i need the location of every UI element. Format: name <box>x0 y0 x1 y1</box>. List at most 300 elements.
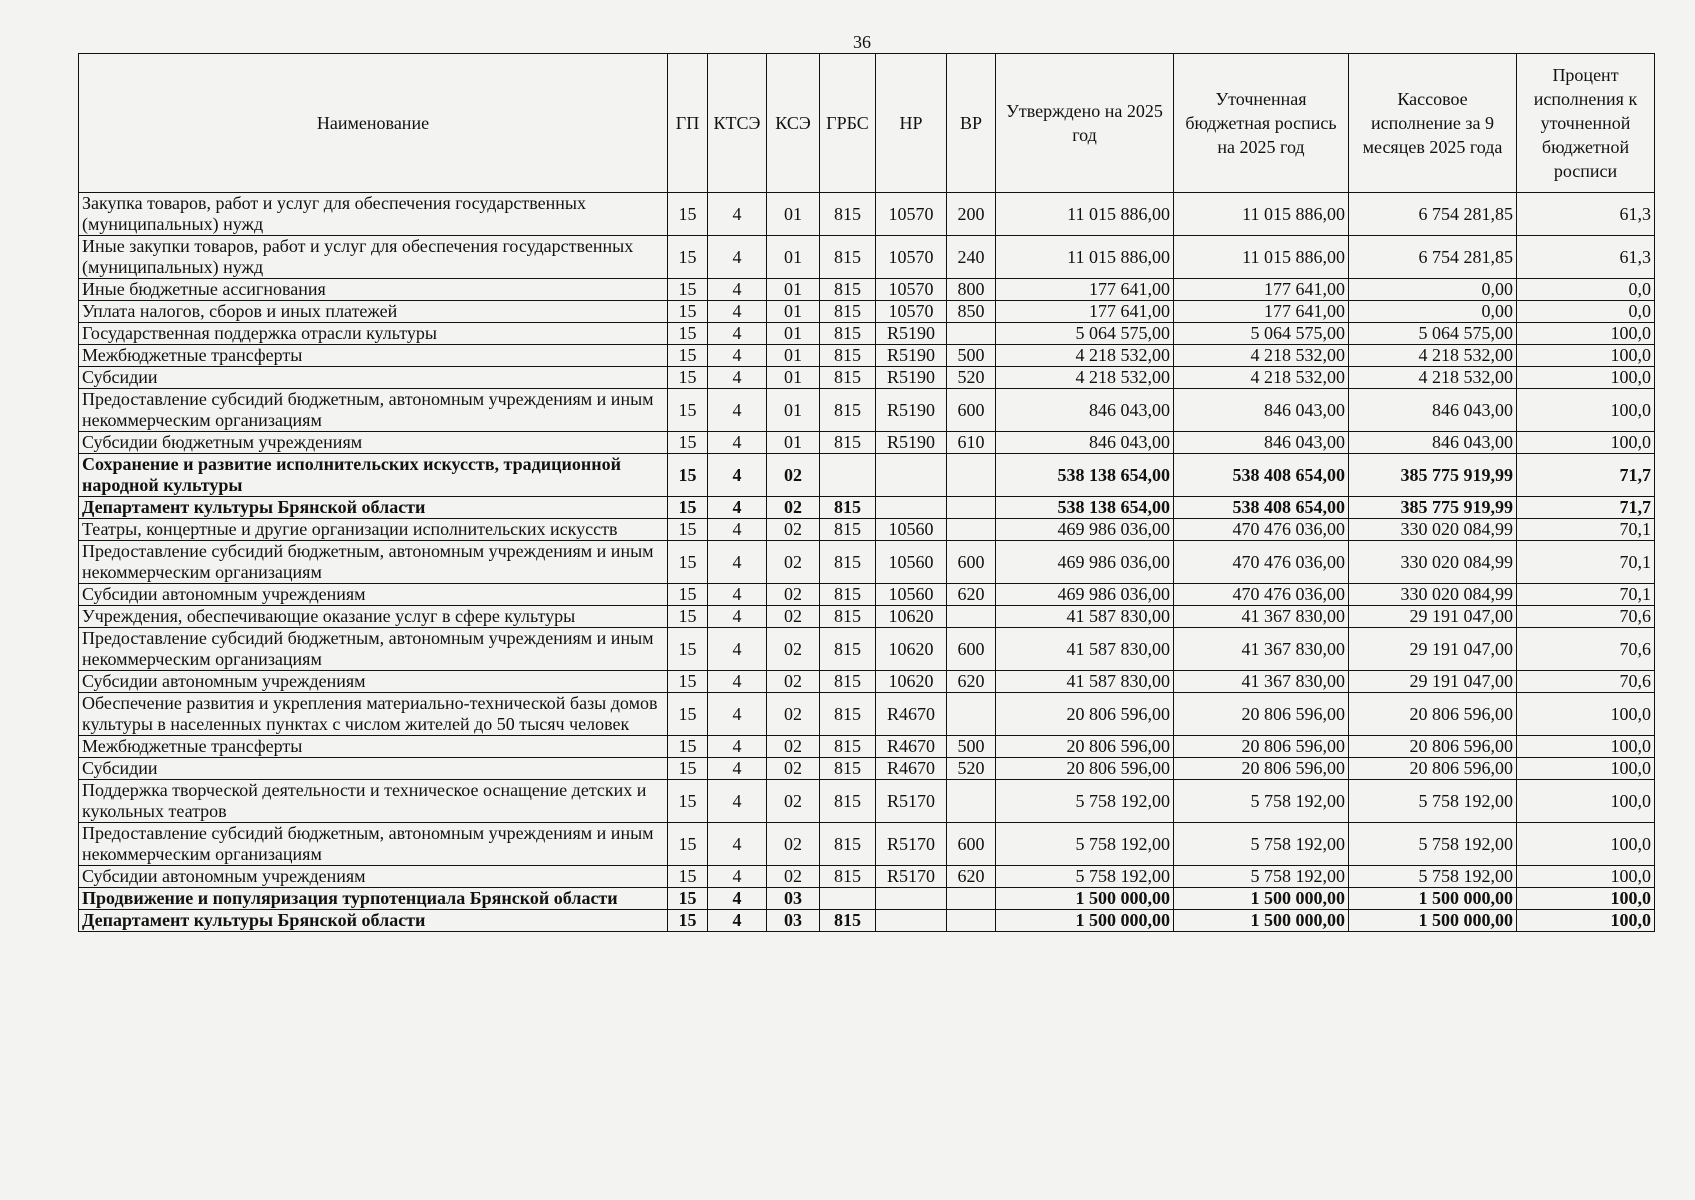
cell-grbs: 815 <box>820 345 876 367</box>
cell-approved: 538 138 654,00 <box>996 454 1174 497</box>
cell-ktse: 4 <box>708 780 767 823</box>
cell-approved: 846 043,00 <box>996 432 1174 454</box>
cell-vr: 610 <box>947 432 996 454</box>
cell-refined: 177 641,00 <box>1174 279 1349 301</box>
budget-table <box>78 53 1655 932</box>
cell-grbs: 815 <box>820 584 876 606</box>
table-row <box>79 693 1655 736</box>
cell-ktse: 4 <box>708 628 767 671</box>
cell-cash: 29 191 047,00 <box>1349 606 1517 628</box>
cell-name: Субсидии <box>79 758 668 780</box>
cell-percent: 0,0 <box>1517 301 1655 323</box>
table-row <box>79 823 1655 866</box>
cell-vr <box>947 497 996 519</box>
cell-ktse: 4 <box>708 519 767 541</box>
cell-name: Субсидии бюджетным учреждениям <box>79 432 668 454</box>
table-row <box>79 367 1655 389</box>
cell-ktse: 4 <box>708 454 767 497</box>
table-row <box>79 454 1655 497</box>
cell-grbs: 815 <box>820 780 876 823</box>
table-row <box>79 323 1655 345</box>
cell-vr <box>947 693 996 736</box>
cell-gp: 15 <box>668 432 708 454</box>
table-row <box>79 780 1655 823</box>
cell-percent: 61,3 <box>1517 236 1655 279</box>
cell-grbs: 815 <box>820 432 876 454</box>
cell-ktse: 4 <box>708 193 767 236</box>
cell-name: Департамент культуры Брянской области <box>79 910 668 932</box>
cell-ktse: 4 <box>708 279 767 301</box>
cell-gp: 15 <box>668 541 708 584</box>
cell-cash: 330 020 084,99 <box>1349 519 1517 541</box>
cell-ktse: 4 <box>708 497 767 519</box>
cell-ktse: 4 <box>708 910 767 932</box>
cell-grbs: 815 <box>820 323 876 345</box>
col-header-cash: Кассовое исполнение за 9 месяцев 2025 года <box>1349 54 1517 193</box>
cell-gp: 15 <box>668 519 708 541</box>
cell-name: Межбюджетные трансферты <box>79 736 668 758</box>
cell-grbs: 815 <box>820 628 876 671</box>
cell-name: Субсидии <box>79 367 668 389</box>
cell-refined: 5 064 575,00 <box>1174 323 1349 345</box>
cell-gp: 15 <box>668 671 708 693</box>
cell-approved: 20 806 596,00 <box>996 736 1174 758</box>
cell-gp: 15 <box>668 736 708 758</box>
cell-approved: 177 641,00 <box>996 301 1174 323</box>
cell-percent: 100,0 <box>1517 758 1655 780</box>
cell-gp: 15 <box>668 758 708 780</box>
cell-name: Иные закупки товаров, работ и услуг для обеспечения государственных (муниципальных) нужд <box>79 236 668 279</box>
cell-percent: 100,0 <box>1517 323 1655 345</box>
cell-name: Государственная поддержка отрасли культуры <box>79 323 668 345</box>
cell-grbs: 815 <box>820 910 876 932</box>
cell-approved: 5 758 192,00 <box>996 866 1174 888</box>
cell-ktse: 4 <box>708 736 767 758</box>
cell-name: Субсидии автономным учреждениям <box>79 671 668 693</box>
table-row <box>79 279 1655 301</box>
cell-gp: 15 <box>668 193 708 236</box>
cell-kse: 02 <box>767 497 820 519</box>
table-body <box>79 193 1655 932</box>
cell-vr: 500 <box>947 345 996 367</box>
cell-grbs: 815 <box>820 497 876 519</box>
cell-name: Межбюджетные трансферты <box>79 345 668 367</box>
table-row <box>79 389 1655 432</box>
cell-cash: 6 754 281,85 <box>1349 236 1517 279</box>
cell-refined: 41 367 830,00 <box>1174 671 1349 693</box>
cell-name: Уплата налогов, сборов и иных платежей <box>79 301 668 323</box>
cell-np: 10560 <box>876 541 947 584</box>
cell-ktse: 4 <box>708 584 767 606</box>
cell-gp: 15 <box>668 323 708 345</box>
cell-kse: 01 <box>767 236 820 279</box>
cell-gp: 15 <box>668 301 708 323</box>
cell-cash: 0,00 <box>1349 301 1517 323</box>
cell-name: Предоставление субсидий бюджетным, автономным учреждениям и иным некоммерческим организациям <box>79 541 668 584</box>
cell-vr: 620 <box>947 671 996 693</box>
cell-cash: 20 806 596,00 <box>1349 758 1517 780</box>
cell-gp: 15 <box>668 888 708 910</box>
cell-ktse: 4 <box>708 671 767 693</box>
cell-percent: 100,0 <box>1517 780 1655 823</box>
cell-refined: 470 476 036,00 <box>1174 584 1349 606</box>
table-row <box>79 866 1655 888</box>
table-row <box>79 236 1655 279</box>
cell-percent: 71,7 <box>1517 454 1655 497</box>
cell-gp: 15 <box>668 497 708 519</box>
cell-vr: 850 <box>947 301 996 323</box>
cell-np <box>876 454 947 497</box>
cell-grbs: 815 <box>820 823 876 866</box>
cell-ktse: 4 <box>708 367 767 389</box>
cell-gp: 15 <box>668 584 708 606</box>
cell-approved: 469 986 036,00 <box>996 519 1174 541</box>
cell-np: R5170 <box>876 823 947 866</box>
col-header-name: Наименование <box>79 54 668 193</box>
cell-vr: 240 <box>947 236 996 279</box>
cell-percent: 100,0 <box>1517 910 1655 932</box>
cell-gp: 15 <box>668 345 708 367</box>
cell-name: Поддержка творческой деятельности и техническое оснащение детских и кукольных театров <box>79 780 668 823</box>
cell-np: R5190 <box>876 389 947 432</box>
cell-cash: 20 806 596,00 <box>1349 736 1517 758</box>
cell-refined: 538 408 654,00 <box>1174 497 1349 519</box>
cell-percent: 100,0 <box>1517 888 1655 910</box>
cell-refined: 4 218 532,00 <box>1174 367 1349 389</box>
col-header-percent: Процент исполнения к уточненной бюджетной росписи <box>1517 54 1655 193</box>
cell-kse: 02 <box>767 693 820 736</box>
cell-cash: 6 754 281,85 <box>1349 193 1517 236</box>
cell-approved: 41 587 830,00 <box>996 628 1174 671</box>
cell-cash: 330 020 084,99 <box>1349 541 1517 584</box>
cell-ktse: 4 <box>708 323 767 345</box>
cell-grbs: 815 <box>820 671 876 693</box>
cell-grbs: 815 <box>820 193 876 236</box>
table-row <box>79 888 1655 910</box>
table-row <box>79 193 1655 236</box>
cell-percent: 100,0 <box>1517 367 1655 389</box>
cell-vr: 600 <box>947 389 996 432</box>
cell-kse: 02 <box>767 628 820 671</box>
cell-cash: 4 218 532,00 <box>1349 345 1517 367</box>
table-row <box>79 758 1655 780</box>
cell-ktse: 4 <box>708 823 767 866</box>
cell-refined: 470 476 036,00 <box>1174 541 1349 584</box>
cell-np: R4670 <box>876 758 947 780</box>
cell-refined: 4 218 532,00 <box>1174 345 1349 367</box>
cell-vr <box>947 780 996 823</box>
cell-grbs <box>820 454 876 497</box>
cell-cash: 385 775 919,99 <box>1349 497 1517 519</box>
cell-name: Предоставление субсидий бюджетным, автономным учреждениям и иным некоммерческим организациям <box>79 823 668 866</box>
cell-refined: 846 043,00 <box>1174 432 1349 454</box>
cell-grbs: 815 <box>820 758 876 780</box>
page-number: 36 <box>853 32 871 52</box>
cell-kse: 02 <box>767 671 820 693</box>
cell-percent: 100,0 <box>1517 389 1655 432</box>
cell-kse: 01 <box>767 367 820 389</box>
cell-name: Предоставление субсидий бюджетным, автономным учреждениям и иным некоммерческим организациям <box>79 628 668 671</box>
cell-cash: 846 043,00 <box>1349 389 1517 432</box>
cell-ktse: 4 <box>708 606 767 628</box>
cell-np <box>876 888 947 910</box>
cell-kse: 02 <box>767 780 820 823</box>
cell-kse: 01 <box>767 389 820 432</box>
cell-percent: 100,0 <box>1517 693 1655 736</box>
cell-ktse: 4 <box>708 541 767 584</box>
table-row <box>79 606 1655 628</box>
cell-percent: 70,6 <box>1517 628 1655 671</box>
cell-gp: 15 <box>668 279 708 301</box>
cell-cash: 5 064 575,00 <box>1349 323 1517 345</box>
cell-ktse: 4 <box>708 389 767 432</box>
cell-cash: 20 806 596,00 <box>1349 693 1517 736</box>
cell-refined: 11 015 886,00 <box>1174 193 1349 236</box>
cell-percent: 61,3 <box>1517 193 1655 236</box>
cell-kse: 02 <box>767 519 820 541</box>
cell-kse: 03 <box>767 910 820 932</box>
cell-gp: 15 <box>668 910 708 932</box>
col-header-approved: Утверждено на 2025 год <box>996 54 1174 193</box>
cell-approved: 1 500 000,00 <box>996 910 1174 932</box>
cell-kse: 01 <box>767 345 820 367</box>
cell-np: R5190 <box>876 432 947 454</box>
cell-vr: 600 <box>947 823 996 866</box>
cell-np <box>876 910 947 932</box>
cell-np: 10570 <box>876 236 947 279</box>
cell-ktse: 4 <box>708 693 767 736</box>
cell-name: Иные бюджетные ассигнования <box>79 279 668 301</box>
cell-name: Театры, концертные и другие организации исполнительских искусств <box>79 519 668 541</box>
cell-cash: 1 500 000,00 <box>1349 888 1517 910</box>
cell-grbs: 815 <box>820 606 876 628</box>
cell-kse: 03 <box>767 888 820 910</box>
table-row <box>79 345 1655 367</box>
table-row <box>79 910 1655 932</box>
cell-grbs: 815 <box>820 736 876 758</box>
cell-percent: 100,0 <box>1517 823 1655 866</box>
cell-vr <box>947 606 996 628</box>
cell-kse: 02 <box>767 736 820 758</box>
cell-vr: 620 <box>947 584 996 606</box>
cell-name: Учреждения, обеспечивающие оказание услуг в сфере культуры <box>79 606 668 628</box>
cell-ktse: 4 <box>708 758 767 780</box>
table-row <box>79 628 1655 671</box>
cell-gp: 15 <box>668 454 708 497</box>
cell-kse: 02 <box>767 758 820 780</box>
cell-ktse: 4 <box>708 345 767 367</box>
cell-gp: 15 <box>668 780 708 823</box>
cell-name: Субсидии автономным учреждениям <box>79 866 668 888</box>
cell-percent: 100,0 <box>1517 345 1655 367</box>
cell-approved: 41 587 830,00 <box>996 606 1174 628</box>
cell-refined: 538 408 654,00 <box>1174 454 1349 497</box>
cell-cash: 5 758 192,00 <box>1349 823 1517 866</box>
cell-vr <box>947 323 996 345</box>
table-row <box>79 301 1655 323</box>
cell-refined: 5 758 192,00 <box>1174 780 1349 823</box>
cell-kse: 02 <box>767 584 820 606</box>
cell-name: Обеспечение развития и укрепления материально-технической базы домов культуры в населенных пунктах с числом жителей до 50 тысяч человек <box>79 693 668 736</box>
cell-refined: 5 758 192,00 <box>1174 866 1349 888</box>
cell-gp: 15 <box>668 628 708 671</box>
cell-approved: 846 043,00 <box>996 389 1174 432</box>
cell-cash: 330 020 084,99 <box>1349 584 1517 606</box>
cell-percent: 70,6 <box>1517 606 1655 628</box>
cell-percent: 0,0 <box>1517 279 1655 301</box>
cell-name: Предоставление субсидий бюджетным, автономным учреждениям и иным некоммерческим организациям <box>79 389 668 432</box>
cell-grbs: 815 <box>820 236 876 279</box>
cell-approved: 20 806 596,00 <box>996 693 1174 736</box>
col-header-np: НР <box>876 54 947 193</box>
cell-name: Продвижение и популяризация турпотенциала Брянской области <box>79 888 668 910</box>
cell-gp: 15 <box>668 236 708 279</box>
cell-refined: 846 043,00 <box>1174 389 1349 432</box>
cell-gp: 15 <box>668 389 708 432</box>
cell-vr: 200 <box>947 193 996 236</box>
cell-vr <box>947 888 996 910</box>
table-row <box>79 432 1655 454</box>
cell-grbs: 815 <box>820 519 876 541</box>
cell-kse: 02 <box>767 866 820 888</box>
cell-percent: 71,7 <box>1517 497 1655 519</box>
cell-np: 10570 <box>876 279 947 301</box>
cell-percent: 70,6 <box>1517 671 1655 693</box>
cell-ktse: 4 <box>708 301 767 323</box>
cell-refined: 20 806 596,00 <box>1174 758 1349 780</box>
cell-gp: 15 <box>668 823 708 866</box>
cell-np: R4670 <box>876 693 947 736</box>
col-header-vr: ВР <box>947 54 996 193</box>
cell-np <box>876 497 947 519</box>
cell-cash: 29 191 047,00 <box>1349 628 1517 671</box>
cell-cash: 0,00 <box>1349 279 1517 301</box>
cell-approved: 11 015 886,00 <box>996 236 1174 279</box>
cell-kse: 02 <box>767 541 820 584</box>
cell-np: R4670 <box>876 736 947 758</box>
cell-ktse: 4 <box>708 432 767 454</box>
cell-cash: 385 775 919,99 <box>1349 454 1517 497</box>
cell-gp: 15 <box>668 367 708 389</box>
cell-kse: 01 <box>767 323 820 345</box>
cell-name: Субсидии автономным учреждениям <box>79 584 668 606</box>
cell-vr: 800 <box>947 279 996 301</box>
cell-ktse: 4 <box>708 866 767 888</box>
cell-approved: 5 064 575,00 <box>996 323 1174 345</box>
cell-approved: 469 986 036,00 <box>996 541 1174 584</box>
cell-np: 10620 <box>876 606 947 628</box>
cell-percent: 100,0 <box>1517 736 1655 758</box>
cell-np: 10560 <box>876 584 947 606</box>
table-row <box>79 671 1655 693</box>
col-header-gp: ГП <box>668 54 708 193</box>
cell-percent: 70,1 <box>1517 584 1655 606</box>
cell-approved: 538 138 654,00 <box>996 497 1174 519</box>
table-header-row <box>79 54 1655 193</box>
table-row <box>79 497 1655 519</box>
cell-refined: 11 015 886,00 <box>1174 236 1349 279</box>
cell-grbs: 815 <box>820 541 876 584</box>
cell-cash: 29 191 047,00 <box>1349 671 1517 693</box>
cell-np: 10560 <box>876 519 947 541</box>
cell-name: Сохранение и развитие исполнительских искусств, традиционной народной культуры <box>79 454 668 497</box>
cell-refined: 20 806 596,00 <box>1174 693 1349 736</box>
cell-refined: 177 641,00 <box>1174 301 1349 323</box>
cell-ktse: 4 <box>708 888 767 910</box>
cell-gp: 15 <box>668 866 708 888</box>
cell-vr: 600 <box>947 541 996 584</box>
cell-kse: 02 <box>767 454 820 497</box>
cell-np: R5170 <box>876 866 947 888</box>
cell-approved: 41 587 830,00 <box>996 671 1174 693</box>
cell-cash: 4 218 532,00 <box>1349 367 1517 389</box>
cell-vr <box>947 454 996 497</box>
cell-refined: 470 476 036,00 <box>1174 519 1349 541</box>
table-row <box>79 541 1655 584</box>
cell-gp: 15 <box>668 693 708 736</box>
cell-refined: 41 367 830,00 <box>1174 606 1349 628</box>
cell-name: Департамент культуры Брянской области <box>79 497 668 519</box>
cell-name: Закупка товаров, работ и услуг для обеспечения государственных (муниципальных) нужд <box>79 193 668 236</box>
cell-percent: 100,0 <box>1517 866 1655 888</box>
cell-approved: 4 218 532,00 <box>996 345 1174 367</box>
cell-approved: 5 758 192,00 <box>996 780 1174 823</box>
cell-refined: 41 367 830,00 <box>1174 628 1349 671</box>
cell-cash: 5 758 192,00 <box>1349 780 1517 823</box>
cell-approved: 4 218 532,00 <box>996 367 1174 389</box>
cell-kse: 02 <box>767 606 820 628</box>
cell-grbs: 815 <box>820 367 876 389</box>
cell-np: 10620 <box>876 671 947 693</box>
cell-kse: 02 <box>767 823 820 866</box>
col-header-ktse: КТСЭ <box>708 54 767 193</box>
cell-np: R5190 <box>876 345 947 367</box>
cell-np: 10570 <box>876 193 947 236</box>
cell-grbs: 815 <box>820 866 876 888</box>
col-header-kse: КСЭ <box>767 54 820 193</box>
cell-approved: 20 806 596,00 <box>996 758 1174 780</box>
cell-kse: 01 <box>767 432 820 454</box>
cell-grbs <box>820 888 876 910</box>
cell-vr: 600 <box>947 628 996 671</box>
cell-vr: 620 <box>947 866 996 888</box>
table-row <box>79 584 1655 606</box>
cell-gp: 15 <box>668 606 708 628</box>
cell-percent: 70,1 <box>1517 519 1655 541</box>
cell-refined: 20 806 596,00 <box>1174 736 1349 758</box>
cell-vr <box>947 519 996 541</box>
cell-refined: 5 758 192,00 <box>1174 823 1349 866</box>
cell-np: R5190 <box>876 367 947 389</box>
cell-np: R5170 <box>876 780 947 823</box>
col-header-grbs: ГРБС <box>820 54 876 193</box>
cell-vr <box>947 910 996 932</box>
col-header-refined: Уточненная бюджетная роспись на 2025 год <box>1174 54 1349 193</box>
cell-approved: 1 500 000,00 <box>996 888 1174 910</box>
cell-cash: 5 758 192,00 <box>1349 866 1517 888</box>
cell-percent: 70,1 <box>1517 541 1655 584</box>
cell-percent: 100,0 <box>1517 432 1655 454</box>
cell-kse: 01 <box>767 279 820 301</box>
cell-vr: 520 <box>947 367 996 389</box>
cell-grbs: 815 <box>820 389 876 432</box>
cell-np: R5190 <box>876 323 947 345</box>
cell-approved: 11 015 886,00 <box>996 193 1174 236</box>
cell-cash: 846 043,00 <box>1349 432 1517 454</box>
cell-refined: 1 500 000,00 <box>1174 910 1349 932</box>
cell-approved: 5 758 192,00 <box>996 823 1174 866</box>
cell-grbs: 815 <box>820 301 876 323</box>
